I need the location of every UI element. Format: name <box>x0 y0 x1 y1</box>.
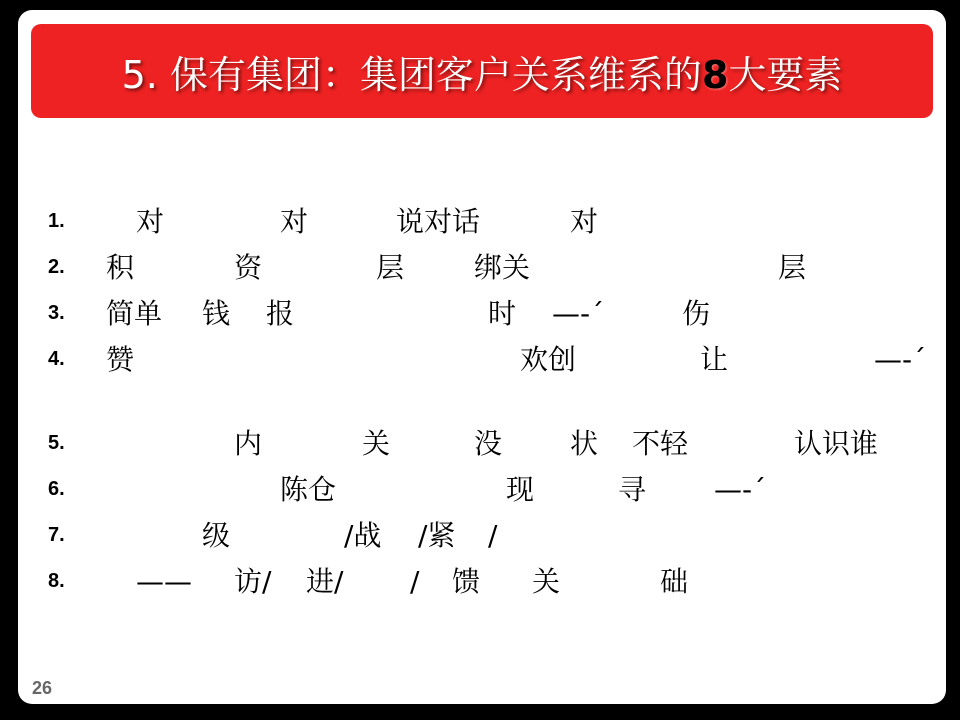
item-fragment: 寻 <box>618 473 647 506</box>
item-fragment: 础 <box>660 565 689 598</box>
item-fragment: 陈仓 <box>280 473 337 506</box>
title-text-after: 大要素 <box>728 52 843 97</box>
item-fragment: / <box>410 565 420 598</box>
item-number: 3. <box>48 302 65 324</box>
item-fragment: /战 <box>344 519 382 552</box>
item-fragment: 让 <box>700 343 729 376</box>
item-fragment: 简单 <box>106 297 163 330</box>
item-number: 8. <box>48 570 65 592</box>
item-fragment: 绑关 <box>474 251 531 284</box>
title-bar <box>31 24 933 118</box>
item-fragment: 对 <box>280 205 309 238</box>
list-item-2 <box>18 248 946 288</box>
item-fragment: 关 <box>362 427 391 460</box>
item-fragment: 时 <box>488 297 517 330</box>
item-fragment: 对 <box>570 205 599 238</box>
list-item-6 <box>18 470 946 510</box>
item-fragment: 资 <box>234 251 263 284</box>
item-number: 2. <box>48 256 65 278</box>
item-fragment: 赞 <box>106 343 135 376</box>
item-fragment: 伤 <box>682 297 711 330</box>
item-number: 5. <box>48 432 65 454</box>
item-fragment: 报 <box>266 297 295 330</box>
item-fragment: —‐ˊ <box>714 473 767 506</box>
item-fragment: 欢创 <box>520 343 577 376</box>
item-fragment: 没 <box>474 427 503 460</box>
item-fragment: 现 <box>506 473 535 506</box>
list-item-8 <box>18 562 946 602</box>
item-fragment: 内 <box>234 427 263 460</box>
item-fragment: 层 <box>778 251 807 284</box>
item-fragment: 认识谁 <box>794 427 879 460</box>
item-fragment: 层 <box>376 251 405 284</box>
item-fragment: 级 <box>202 519 231 552</box>
item-fragment: 进/ <box>306 565 344 598</box>
slide-title <box>122 44 843 99</box>
list-item-1 <box>18 202 946 242</box>
item-fragment: 不轻 <box>632 427 689 460</box>
list-item-5 <box>18 424 946 464</box>
item-fragment: 钱 <box>202 297 231 330</box>
list-item-7 <box>18 516 946 556</box>
item-fragment: 说对话 <box>396 205 481 238</box>
item-fragment: 关 <box>532 565 561 598</box>
item-number: 1. <box>48 210 65 232</box>
slide <box>18 10 946 704</box>
item-fragment: 对 <box>136 205 165 238</box>
item-fragment: 积 <box>106 251 135 284</box>
item-fragment: —— <box>136 565 192 598</box>
item-fragment: —‐ˊ <box>552 297 605 330</box>
item-number: 6. <box>48 478 65 500</box>
item-fragment: 状 <box>570 427 599 460</box>
item-fragment: 馈 <box>452 565 481 598</box>
list-item-3 <box>18 294 946 334</box>
item-fragment: 访/ <box>234 565 272 598</box>
item-fragment: —‐ˊ <box>874 343 927 376</box>
page-number: 26 <box>32 678 53 698</box>
title-number: 8 <box>701 52 729 97</box>
item-fragment: / <box>488 519 498 552</box>
item-fragment: /紧 <box>418 519 456 552</box>
item-number: 4. <box>48 348 65 370</box>
title-text-before: 5. 保有集团：集团客户关系维系的 <box>121 52 702 97</box>
list-item-4 <box>18 340 946 380</box>
item-number: 7. <box>48 524 65 546</box>
